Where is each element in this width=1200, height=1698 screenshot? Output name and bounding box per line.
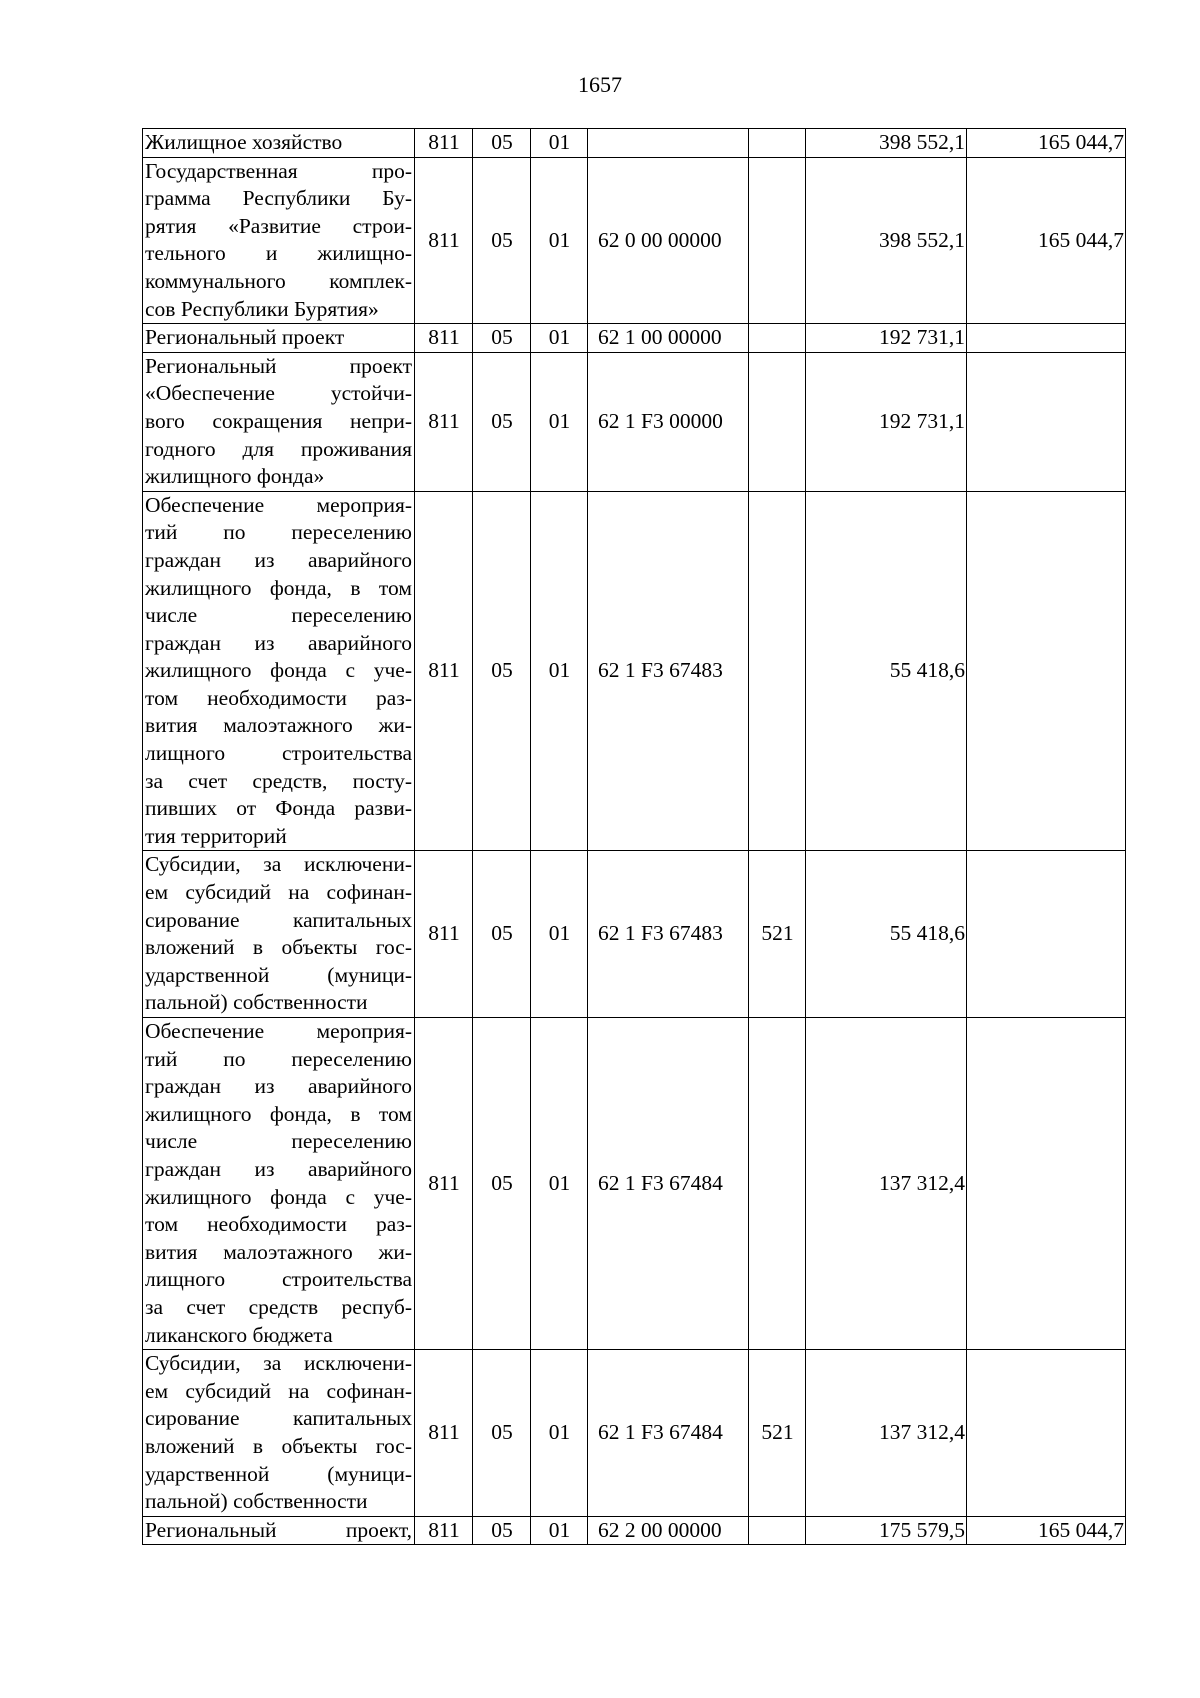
table-row <box>143 1018 1126 1350</box>
budget-table <box>142 128 1126 1545</box>
target-article-cell: 62 1 F3 67484 <box>588 1018 749 1350</box>
item-name-line: сирование капитальных <box>145 907 412 932</box>
subsection-code-cell: 01 <box>531 129 588 158</box>
item-name-line: Субсидии, за исключени- <box>145 1351 412 1376</box>
section-code-cell: 05 <box>473 1018 531 1350</box>
target-article-cell: 62 1 F3 67483 <box>588 851 749 1018</box>
section-code-cell: 05 <box>473 851 531 1018</box>
expense-type-cell: 521 <box>749 851 806 1018</box>
item-name-line: числе переселению <box>145 1129 412 1154</box>
section-code-cell: 05 <box>473 157 531 324</box>
target-article-cell: 62 1 F3 00000 <box>588 352 749 491</box>
item-name-line: граждан из аварийного <box>145 1156 412 1181</box>
item-name-line: грамма Республики Бу- <box>145 186 412 211</box>
amount-year1-cell: 137 312,4 <box>806 1350 967 1517</box>
target-article-cell: 62 2 00 00000 <box>588 1516 749 1545</box>
item-name-cell <box>143 129 415 158</box>
amount-year1-cell: 398 552,1 <box>806 157 967 324</box>
subsection-code-cell: 01 <box>531 352 588 491</box>
item-name-line: Государственная про- <box>145 158 412 183</box>
grbs-code-cell: 811 <box>415 1350 473 1517</box>
item-name-line: за счет средств, посту- <box>145 768 412 793</box>
item-name-line: сов Республики Бурятия» <box>145 296 379 321</box>
item-name-line: том необходимости раз- <box>145 1212 412 1237</box>
amount-year2-cell <box>967 1018 1126 1350</box>
target-article-cell: 62 1 F3 67483 <box>588 491 749 851</box>
grbs-code-cell: 811 <box>415 324 473 353</box>
item-name-line: граждан из аварийного <box>145 1074 412 1099</box>
subsection-code-cell: 01 <box>531 491 588 851</box>
expense-type-cell <box>749 352 806 491</box>
table-row <box>143 851 1126 1018</box>
item-name-line: «Обеспечение устойчи- <box>145 381 412 406</box>
section-code-cell: 05 <box>473 1350 531 1517</box>
section-code-cell: 05 <box>473 352 531 491</box>
amount-year1-cell: 192 731,1 <box>806 352 967 491</box>
item-name-line: лищного строительства <box>145 741 412 766</box>
amount-year2-cell <box>967 324 1126 353</box>
item-name-cell <box>143 352 415 491</box>
item-name-line: Субсидии, за исключени- <box>145 852 412 877</box>
table-row <box>143 324 1126 353</box>
subsection-code-cell: 01 <box>531 851 588 1018</box>
item-name-line: ем субсидий на софинан- <box>145 1378 412 1403</box>
item-name-line: ударственной (муници- <box>145 962 412 987</box>
section-code-cell: 05 <box>473 129 531 158</box>
item-name-line: Жилищное хозяйство <box>145 130 343 154</box>
expense-type-cell: 521 <box>749 1350 806 1517</box>
item-name-line: Обеспечение мероприя- <box>145 1019 412 1043</box>
section-code-cell: 05 <box>473 491 531 851</box>
section-code-cell: 05 <box>473 1516 531 1545</box>
target-article-cell: 62 1 00 00000 <box>588 324 749 353</box>
table-row <box>143 1516 1126 1545</box>
expense-type-cell <box>749 1516 806 1545</box>
grbs-code-cell: 811 <box>415 157 473 324</box>
item-name-cell <box>143 1350 415 1517</box>
grbs-code-cell: 811 <box>415 129 473 158</box>
item-name-line: Региональный проект <box>145 353 412 378</box>
amount-year2-cell: 165 044,7 <box>967 1516 1126 1545</box>
item-name-line: за счет средств респуб- <box>145 1294 412 1319</box>
amount-year1-cell: 55 418,6 <box>806 491 967 851</box>
item-name-cell <box>143 1516 415 1545</box>
item-name-line: Региональный проект <box>145 325 345 350</box>
item-name-line: пальной) собственности <box>145 1489 368 1514</box>
item-name-line: вития малоэтажного жи- <box>145 1239 412 1264</box>
item-name-line: тельного и жилищно- <box>145 241 412 266</box>
item-name-line: жилищного фонда с уче- <box>145 1184 412 1209</box>
subsection-code-cell: 01 <box>531 1516 588 1545</box>
item-name-line: граждан из аварийного <box>145 630 412 655</box>
grbs-code-cell: 811 <box>415 491 473 851</box>
section-code-cell: 05 <box>473 324 531 353</box>
item-name-line: граждан из аварийного <box>145 547 412 572</box>
amount-year2-cell: 165 044,7 <box>967 129 1126 158</box>
item-name-line: том необходимости раз- <box>145 685 412 710</box>
item-name-line: Обеспечение мероприя- <box>145 492 412 517</box>
amount-year2-cell <box>967 491 1126 851</box>
expense-type-cell <box>749 1018 806 1350</box>
grbs-code-cell: 811 <box>415 352 473 491</box>
amount-year2-cell <box>967 352 1126 491</box>
expense-type-cell <box>749 157 806 324</box>
amount-year1-cell: 137 312,4 <box>806 1018 967 1350</box>
table-row <box>143 491 1126 851</box>
item-name-line: ударственной (муници- <box>145 1461 412 1486</box>
item-name-line: коммунального комплек- <box>145 268 412 293</box>
item-name-line: пальной) собственности <box>145 990 368 1015</box>
item-name-line: вого сокращения непри- <box>145 408 412 433</box>
grbs-code-cell: 811 <box>415 1018 473 1350</box>
expense-type-cell <box>749 491 806 851</box>
item-name-line: тия территорий <box>145 823 287 848</box>
item-name-line: вития малоэтажного жи- <box>145 713 412 738</box>
subsection-code-cell: 01 <box>531 157 588 324</box>
expense-type-cell <box>749 129 806 158</box>
item-name-line: жилищного фонда с уче- <box>145 658 412 683</box>
subsection-code-cell: 01 <box>531 324 588 353</box>
item-name-line: лищного строительства <box>145 1267 412 1292</box>
item-name-line: вложений в объекты гос- <box>145 935 412 960</box>
item-name-line: вложений в объекты гос- <box>145 1433 412 1458</box>
item-name-line: числе переселению <box>145 603 412 628</box>
amount-year1-cell: 175 579,5 <box>806 1516 967 1545</box>
amount-year1-cell: 192 731,1 <box>806 324 967 353</box>
item-name-line: ликанского бюджета <box>145 1322 333 1347</box>
item-name-cell <box>143 851 415 1018</box>
item-name-line: тий по переселению <box>145 520 412 545</box>
target-article-cell: 62 1 F3 67484 <box>588 1350 749 1517</box>
item-name-line: жилищного фонда, в том <box>145 1101 412 1126</box>
page-number: 1657 <box>578 72 622 97</box>
item-name-line: жилищного фонда» <box>145 464 325 489</box>
item-name-cell <box>143 1018 415 1350</box>
table-row <box>143 129 1126 158</box>
item-name-line: жилищного фонда, в том <box>145 575 412 600</box>
item-name-line: пивших от Фонда разви- <box>145 796 412 821</box>
item-name-cell <box>143 324 415 353</box>
table-row <box>143 352 1126 491</box>
table-row <box>143 1350 1126 1517</box>
subsection-code-cell: 01 <box>531 1018 588 1350</box>
item-name-line: ем субсидий на софинан- <box>145 880 412 905</box>
item-name-line: годного для проживания <box>145 436 412 461</box>
item-name-line: сирование капитальных <box>145 1406 412 1431</box>
item-name-line: тий по переселению <box>145 1046 412 1071</box>
subsection-code-cell: 01 <box>531 1350 588 1517</box>
item-name-line: рятия «Развитие строи- <box>145 213 412 238</box>
target-article-cell <box>588 129 749 158</box>
table-row <box>143 157 1126 324</box>
expense-type-cell <box>749 324 806 353</box>
amount-year1-cell: 55 418,6 <box>806 851 967 1018</box>
amount-year2-cell: 165 044,7 <box>967 157 1126 324</box>
item-name-cell <box>143 157 415 324</box>
grbs-code-cell: 811 <box>415 1516 473 1545</box>
target-article-cell: 62 0 00 00000 <box>588 157 749 324</box>
budget-table-body <box>143 129 1126 1545</box>
amount-year2-cell <box>967 851 1126 1018</box>
grbs-code-cell: 811 <box>415 851 473 1018</box>
item-name-cell <box>143 491 415 851</box>
amount-year1-cell: 398 552,1 <box>806 129 967 158</box>
item-name-line: Региональный проект, <box>145 1517 412 1542</box>
amount-year2-cell <box>967 1350 1126 1517</box>
